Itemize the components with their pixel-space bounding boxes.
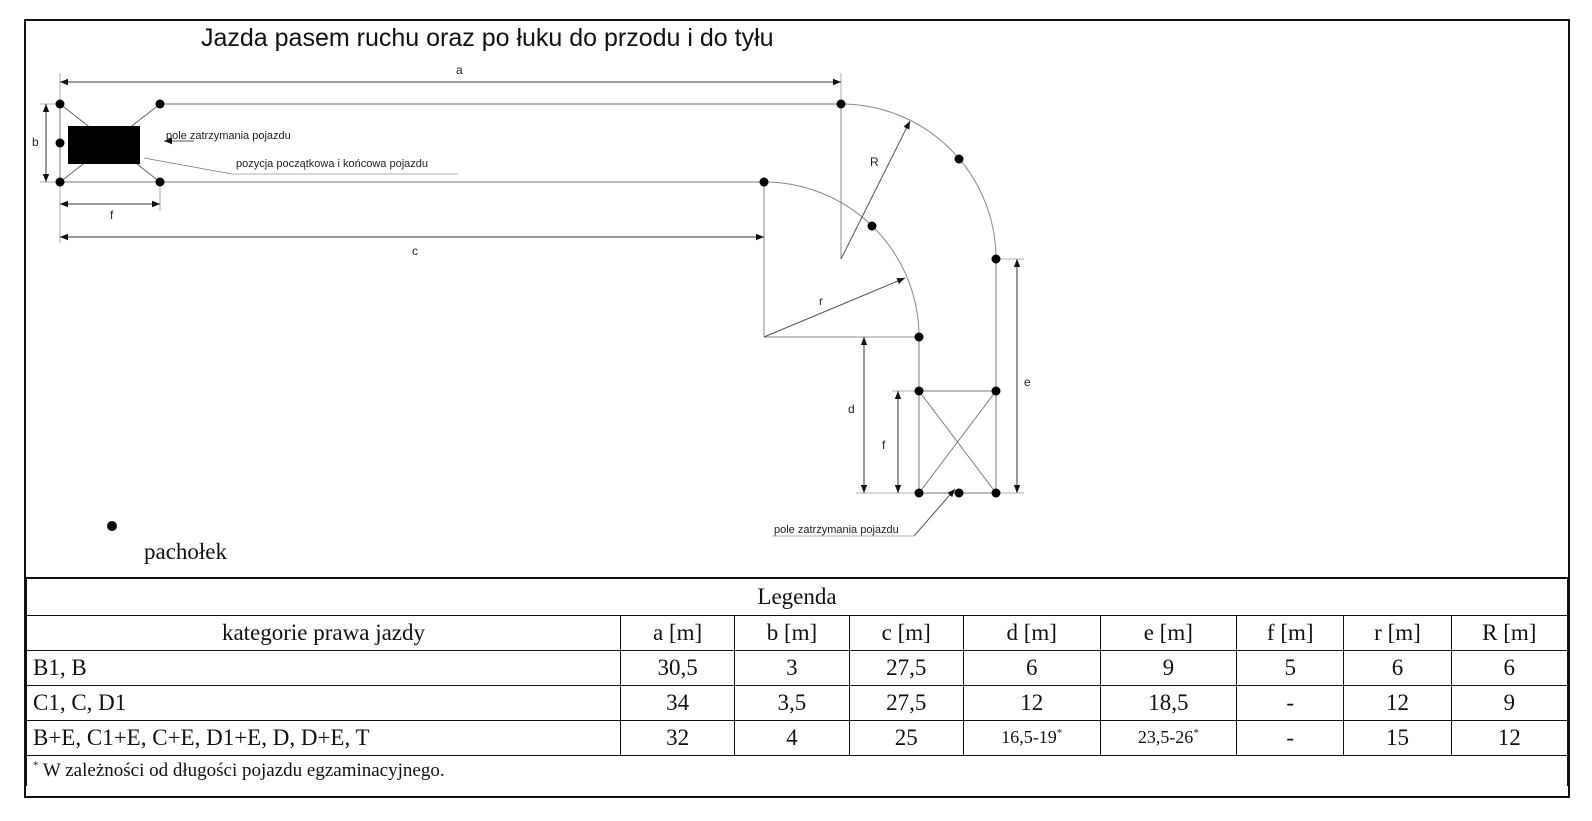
cell-e-value: 18,5 [1148, 689, 1189, 715]
cell-e-mark: * [1193, 727, 1199, 739]
cell-category: B+E, C1+E, C+E, D1+E, D, D+E, T [27, 720, 621, 755]
cell-e [1100, 720, 1237, 755]
figure-frame [24, 19, 1570, 798]
cone [760, 178, 769, 187]
cone [156, 178, 165, 187]
footnote-text: W zależności od długości pojazdu egzaminacyjnego. [38, 759, 445, 781]
dimension-f-bottom-label: f [882, 438, 886, 452]
legend-caption: Legenda [27, 578, 1568, 615]
cell-r: 12 [1344, 685, 1451, 720]
cell-e [1100, 685, 1237, 720]
header-a: a [m] [620, 615, 734, 650]
cone [915, 387, 924, 396]
leader-start-end [144, 158, 232, 174]
cone [915, 489, 924, 498]
header-e: e [m] [1100, 615, 1237, 650]
cell-d [963, 685, 1100, 720]
cell-R: 9 [1451, 685, 1567, 720]
table-row [27, 650, 1568, 685]
cone [56, 178, 65, 187]
radius-R-arrow [841, 121, 910, 259]
cone [955, 489, 964, 498]
cell-R: 12 [1451, 720, 1567, 755]
cell-d-mark: * [1056, 727, 1063, 739]
vehicle-rect [68, 126, 140, 164]
cone-key-dot [107, 521, 117, 531]
cell-d-value: 6 [1025, 654, 1038, 680]
cell-e-value: 23,5-26 [1137, 727, 1194, 747]
cell-d-value: 16,5-19 [1001, 727, 1057, 747]
radius-r-label: r [819, 294, 823, 308]
footnote-mark: * [33, 759, 39, 772]
cell-f: - [1237, 720, 1344, 755]
cell-e-value: 9 [1162, 654, 1175, 680]
cell-R: 6 [1451, 650, 1567, 685]
cone [992, 387, 1001, 396]
footnote-row [27, 755, 1568, 786]
cone [915, 333, 924, 342]
header-b: b [m] [735, 615, 849, 650]
cone [56, 100, 65, 109]
cell-b: 3,5 [735, 685, 849, 720]
cell-category: C1, C, D1 [27, 685, 621, 720]
cone [868, 222, 877, 231]
dimension-d-label: d [848, 402, 855, 416]
cone [837, 100, 846, 109]
cell-c: 25 [849, 720, 963, 755]
dimension-e-label: e [1024, 375, 1031, 389]
cell-category: B1, B [27, 650, 621, 685]
cone-key-label: pachołek [144, 539, 228, 564]
stop-area-top-label: pole zatrzymania pojazdu [166, 130, 291, 142]
cell-d-value: 12 [1020, 689, 1044, 715]
cell-e [1100, 650, 1237, 685]
diagram-title: Jazda pasem ruchu oraz po łuku do przodu i do tyłu [201, 24, 774, 52]
cell-a: 30,5 [620, 650, 734, 685]
table-row [27, 720, 1568, 755]
cones [56, 100, 1001, 498]
header-category: kategorie prawa jazdy [27, 615, 621, 650]
cell-d [963, 650, 1100, 685]
dimension-a-label: a [456, 63, 463, 77]
cell-a: 32 [620, 720, 734, 755]
cell-b: 4 [735, 720, 849, 755]
cell-f: 5 [1237, 650, 1344, 685]
stop-area-bottom-label: pole zatrzymania pojazdu [774, 524, 899, 536]
table-row [27, 685, 1568, 720]
track-diagram-svg [26, 21, 1568, 581]
cone [955, 155, 964, 164]
cell-a: 34 [620, 685, 734, 720]
header-R: R [m] [1451, 615, 1567, 650]
header-r: r [m] [1344, 615, 1451, 650]
radius-R-label: R [870, 155, 879, 169]
header-c: c [m] [849, 615, 963, 650]
cone [56, 139, 65, 148]
dimension-c-label: c [412, 244, 418, 258]
cell-c: 27,5 [849, 650, 963, 685]
cone [156, 100, 165, 109]
header-d: d [m] [963, 615, 1100, 650]
footnote [27, 755, 1568, 786]
header-f: f [m] [1237, 615, 1344, 650]
start-end-position-label: pozycja początkowa i końcowa pojazdu [236, 158, 429, 170]
cone [992, 255, 1001, 264]
legend-caption-row [27, 578, 1568, 615]
dimension-f-top-label: f [110, 208, 114, 222]
cell-r: 15 [1344, 720, 1451, 755]
outer-arc [841, 104, 996, 259]
cell-b: 3 [735, 650, 849, 685]
cell-f: - [1237, 685, 1344, 720]
radius-r-arrow [764, 278, 905, 337]
legend-header-row [27, 615, 1568, 650]
legend-table [26, 577, 1568, 786]
cone [992, 489, 1001, 498]
cell-r: 6 [1344, 650, 1451, 685]
dimension-b-label: b [32, 135, 39, 149]
track-diagram [26, 21, 1568, 581]
cell-c: 27,5 [849, 685, 963, 720]
cell-d [963, 720, 1100, 755]
